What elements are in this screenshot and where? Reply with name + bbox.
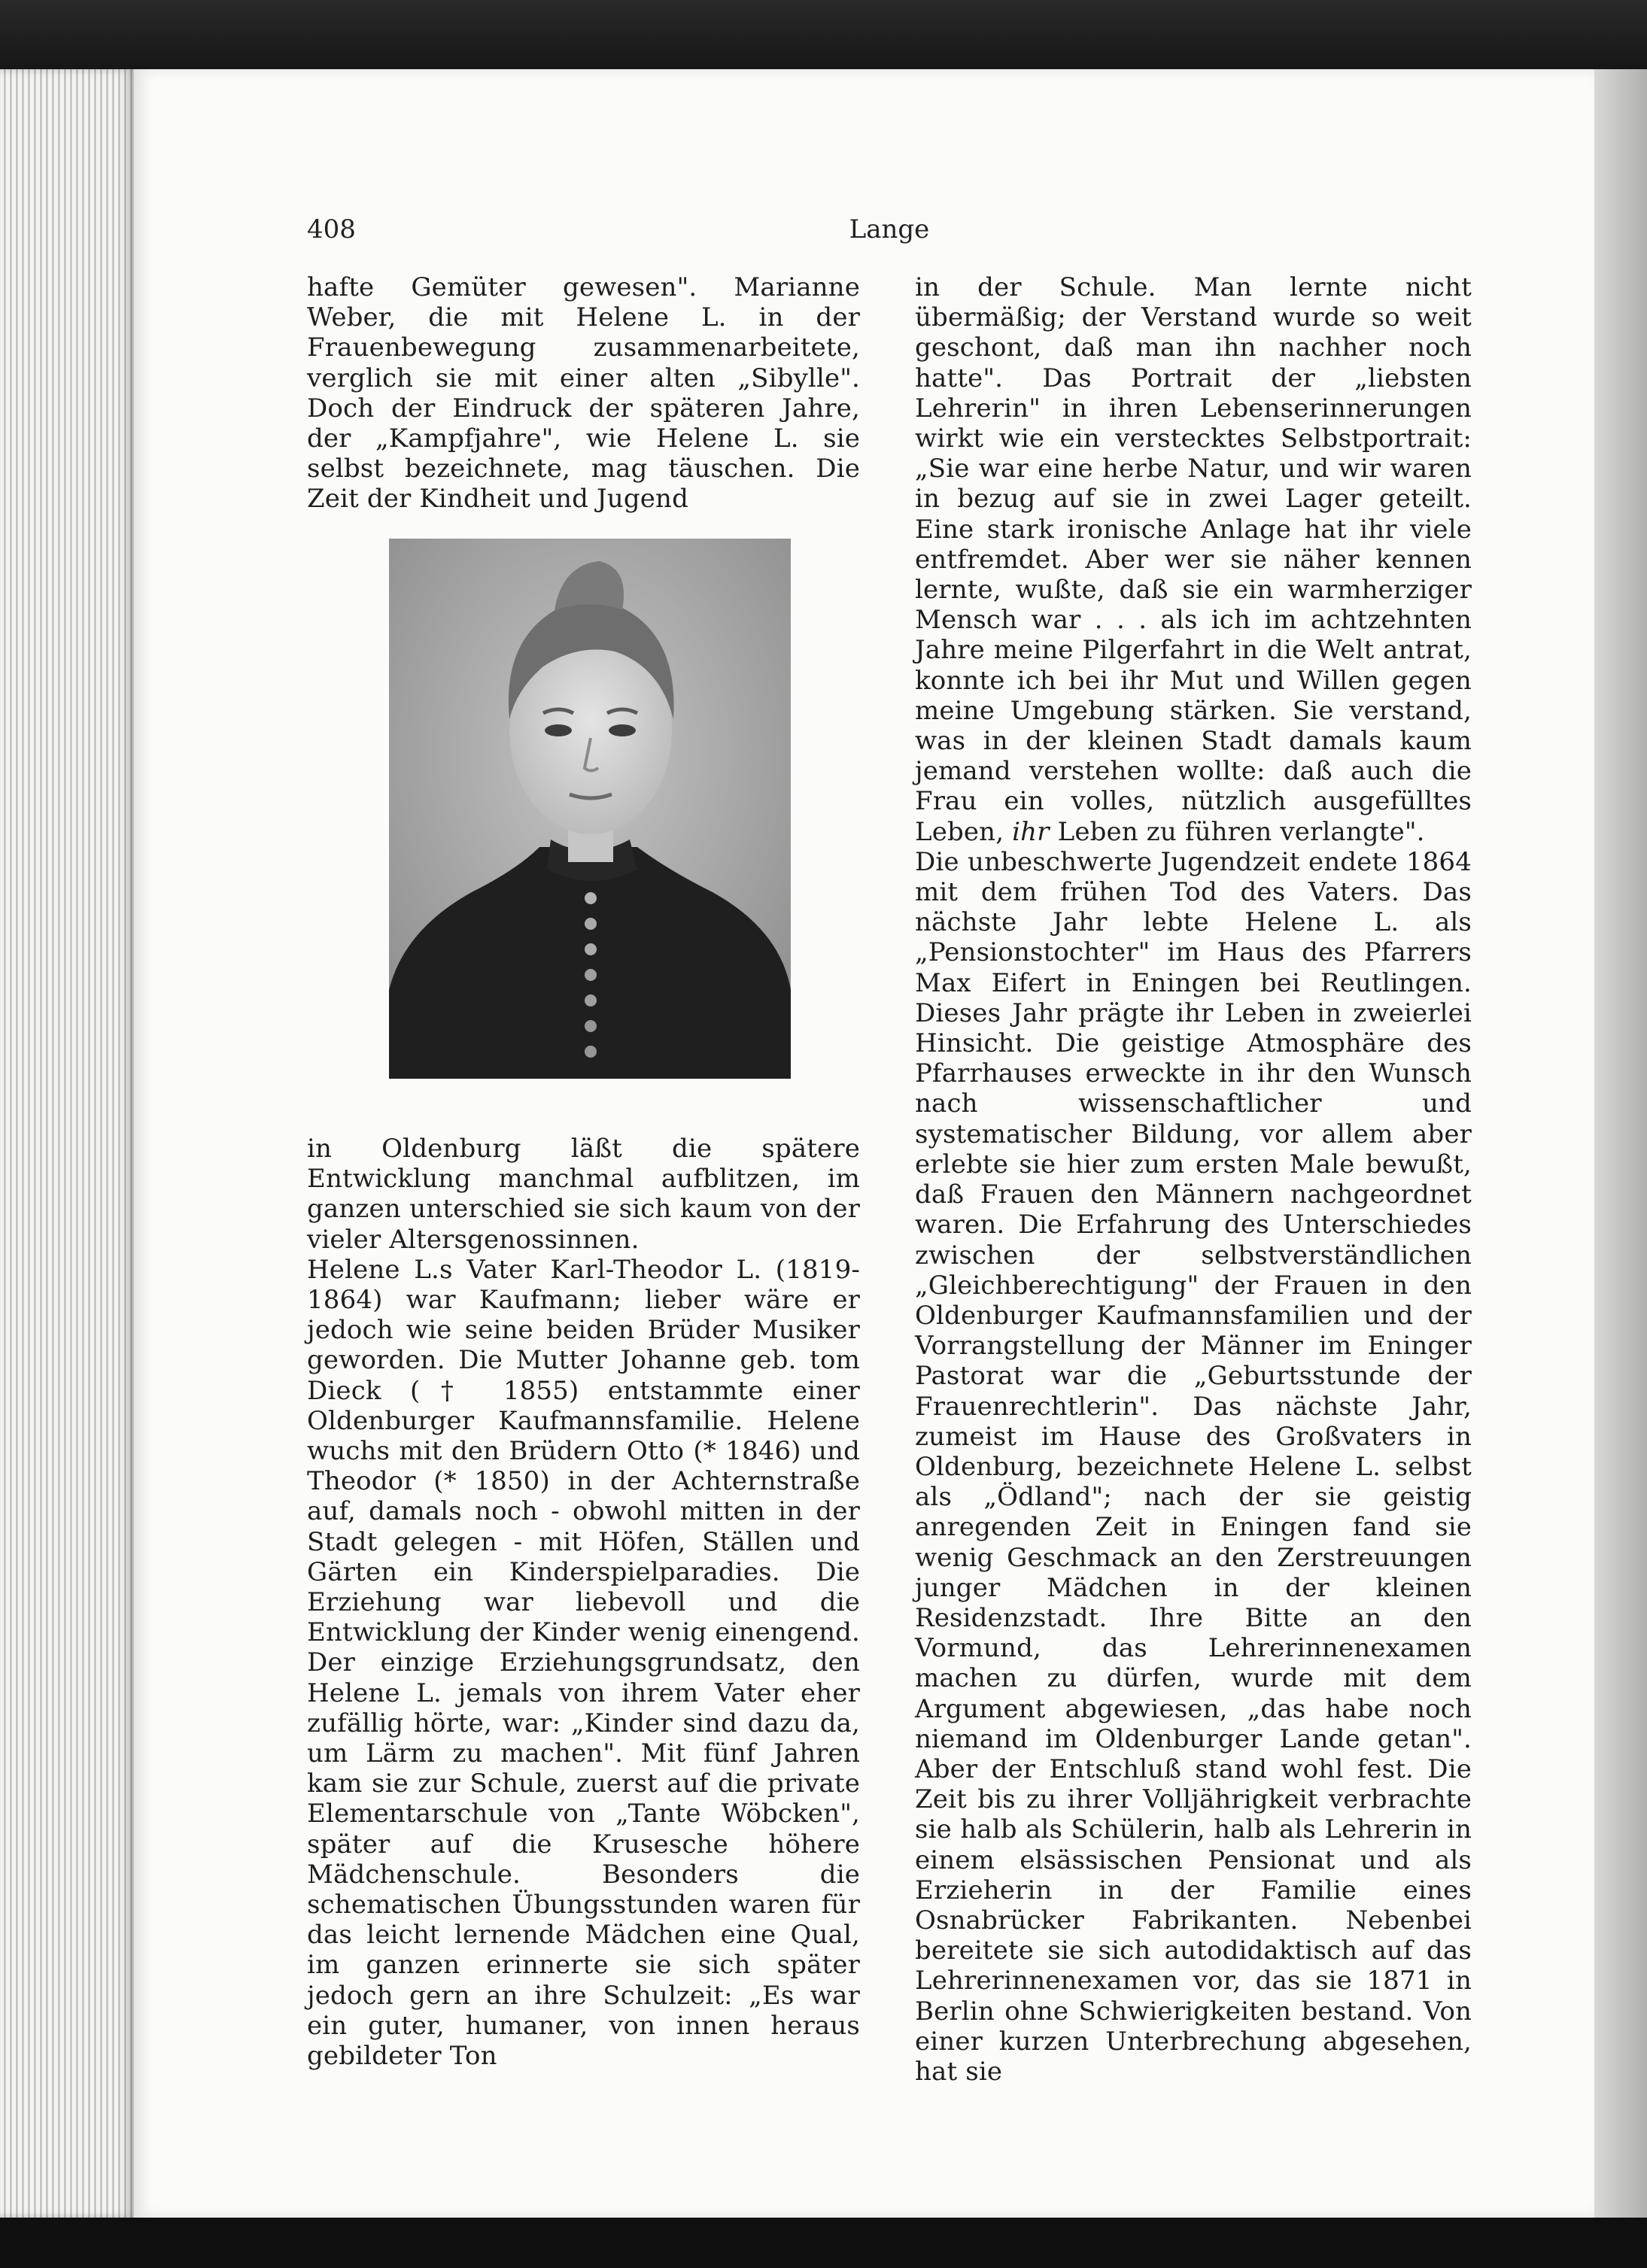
portrait-illustration [389, 539, 791, 1079]
paragraph [915, 272, 1472, 847]
text-run: Leben zu führen verlangte". [1049, 816, 1425, 847]
scan-background-right [1594, 69, 1647, 2218]
paragraph: hafte Gemüter gewesen". Marianne Weber, die mit Helene L. in der Frauenbewegung zusammenarbeitete, verglich sie mit einer alten „Sibylle". Doch der Eindruck der späteren Jahre, der „Kampfjahre", wie Helene L. sie selbst bezeichnete, mag täuschen. Die Zeit der Kindheit und Jugend [307, 272, 860, 515]
scan-background-top [0, 0, 1647, 69]
page-header [307, 214, 1472, 252]
running-title: Lange [849, 214, 930, 244]
right-column [915, 272, 1472, 2087]
emphasis: ihr [1012, 816, 1050, 847]
text-run: in der Schule. Man lernte nicht übermäßig; der Verstand wurde so weit geschont, daß man ihn nachher noch hatte". Das Portrait der „liebsten Lehrerin" in ihren Lebenserinnerungen wirkt wie ein verstecktes Selbstportrait: „Sie war eine herbe Natur, und wir waren in bezug auf sie in zwei Lager geteilt. Eine stark ironische Anlage hat ihr viele entfremdet. Aber wer sie näher kennen lernte, wußte, daß sie ein warmherziger Mensch war . . . als ich im achtzehnten Jahre meine Pilgerfahrt in die Welt antrat, konnte ich bei ihr Mut und Willen gegen meine Umgebung stärken. Sie verstand, was in der kleinen Stadt damals kaum jemand verstehen wollte: daß auch die Frau ein volles, nützlich ausgefülltes Leben, [915, 272, 1472, 847]
paragraph: in Oldenburg läßt die spätere Entwicklung manchmal aufblitzen, im ganzen unterschied sie sich kaum von der vieler Altersgenossinnen. [307, 1134, 860, 1255]
portrait-photo [389, 539, 791, 1079]
book-page-edges [0, 69, 134, 2218]
left-column-bottom [307, 1134, 860, 2071]
paragraph: Helene L.s Vater Karl-Theodor L. (1819-1864) war Kaufmann; lieber wäre er jedoch wie seine beiden Brüder Musiker geworden. Die Mutter Johanne geb. tom Dieck († 1855) entstammte einer Oldenburger Kaufmannsfamilie. Helene wuchs mit den Brüdern Otto (* 1846) und Theodor (* 1850) in der Achternstraße auf, damals noch - obwohl mitten in der Stadt gelegen - mit Höfen, Ställen und Gärten ein Kinderspielparadies. Die Erziehung war liebevoll und die Entwicklung der Kinder wenig einengend. Der einzige Erziehungsgrundsatz, den Helene L. jemals von ihrem Vater eher zufällig hörte, war: „Kinder sind dazu da, um Lärm zu machen". Mit fünf Jahren kam sie zur Schule, zuerst auf die private Elementarschule von „Tante Wöbcken", später auf die Krusesche höhere Mädchenschule. Besonders die schematischen Übungsstunden waren für das leicht lernende Mädchen eine Qual, im ganzen erinnerte sie sich später jedoch gern an ihre Schulzeit: „Es war ein guter, humaner, von innen heraus gebildeter Ton [307, 1254, 860, 2072]
page-number: 408 [307, 214, 356, 244]
paragraph: Die unbeschwerte Jugendzeit endete 1864 mit dem frühen Tod des Vaters. Das nächste Jahr lebte Helene L. als „Pensionstochter" im Haus des Pfarrers Max Eifert in Eningen bei Reutlingen. Dieses Jahr prägte ihr Leben in zweierlei Hinsicht. Die geistige Atmosphäre des Pfarrhauses erweckte in ihr den Wunsch nach wissenschaftlicher und systematischer Bildung, vor allem aber erlebte sie hier zum ersten Male bewußt, daß Frauen den Männern nachgeordnet waren. Die Erfahrung des Unterschiedes zwischen der selbstverständlichen „Gleichberechtigung" der Frauen in den Oldenburger Kaufmannsfamilien und der Vorrangstellung der Männer im Eninger Pastorat war die „Geburtsstunde der Frauenrechtlerin". Das nächste Jahr, zumeist im Hause des Großvaters in Oldenburg, bezeichnete Helene L. selbst als „Ödland"; nach der sie geistig anregenden Zeit in Eningen fand sie wenig Geschmack an den Zerstreuungen junger Mädchen in der kleinen Residenzstadt. Ihre Bitte an den Vormund, das Lehrerinnenexamen machen zu dürfen, wurde mit dem Argument abgewiesen, „das habe noch niemand im Oldenburger Lande getan". Aber der Entschluß stand wohl fest. Die Zeit bis zu ihrer Volljährigkeit verbrachte sie halb als Schülerin, halb als Lehrerin in einem elsässischen Pensionat und als Erzieherin in der Familie eines Osnabrücker Fabrikanten. Nebenbei bereitete sie sich autodidaktisch auf das Lehrerinnenexamen vor, das sie 1871 in Berlin ohne Schwierigkeiten bestand. Von einer kurzen Unterbrechung abgesehen, hat sie [915, 846, 1472, 2087]
scan-background-bottom [0, 2218, 1647, 2268]
left-column-top [307, 272, 860, 515]
